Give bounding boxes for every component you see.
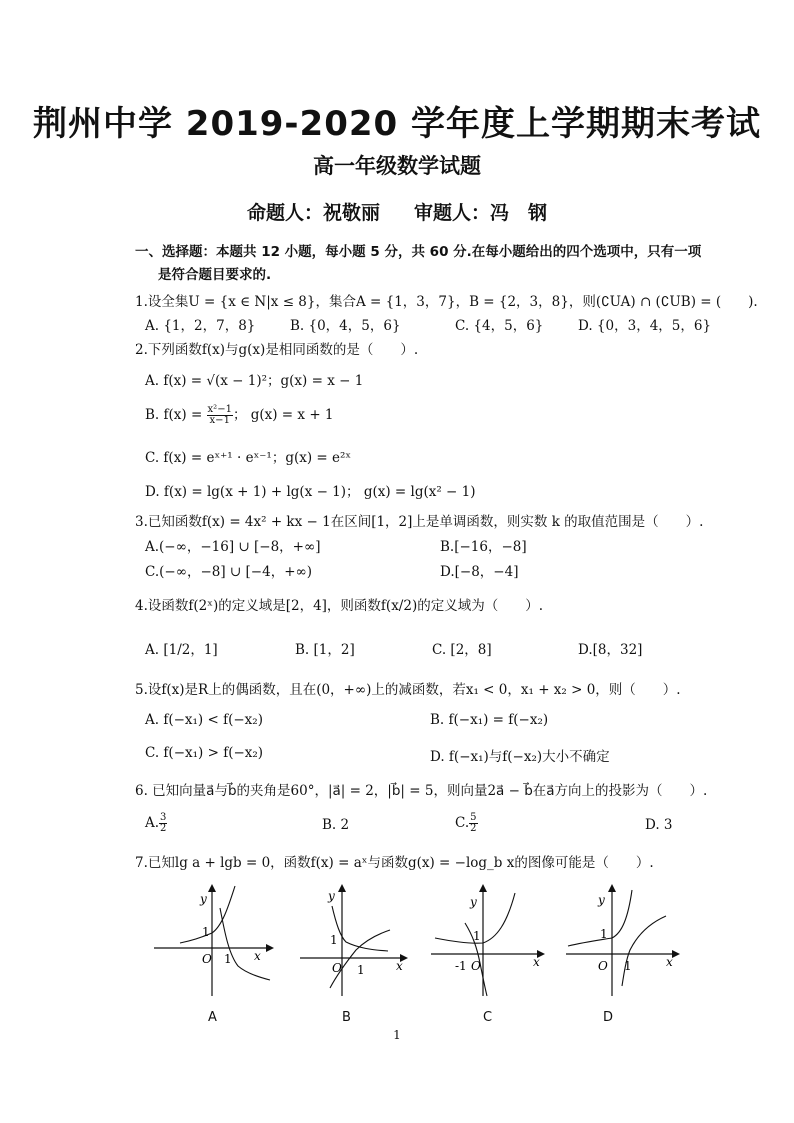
graph-b-origin: O (332, 961, 342, 975)
subtitle: 高一年级数学试题 (313, 154, 481, 178)
q1-option-a: A. {1，2，7，8} (145, 318, 256, 334)
graph-d-caption: D (603, 1010, 614, 1025)
q6-option-a-fraction (159, 813, 167, 834)
q2-option-d: D. f(x) = lg(x + 1) + lg(x − 1)； g(x) = lg(x² − 1) (145, 484, 476, 500)
q5-option-a: A. f(−x₁) < f(−x₂) (145, 712, 263, 728)
graph-c-y-arrow (479, 884, 487, 892)
author-line (0, 198, 794, 225)
q6-option-c (455, 813, 478, 834)
graph-d-one-x: 1 (624, 959, 632, 973)
graph-c-y-label: y (470, 895, 477, 909)
q6-option-c-fraction (469, 813, 477, 834)
q2-option-a: A. f(x) = √(x − 1)²；g(x) = x − 1 (145, 373, 364, 389)
q6-option-a-pre: A. (145, 815, 160, 831)
graph-c-origin: O (471, 959, 481, 973)
q4-option-a: A. [1/2，1] (145, 642, 218, 658)
graph-b-caption: B (342, 1010, 351, 1025)
q5-option-d: D. f(−x₁)与f(−x₂)大小不确定 (430, 749, 610, 765)
q4-option-d: D.[8，32] (578, 642, 643, 658)
graph-b-exp-curve (332, 906, 388, 951)
q1-option-d: D. {0，3，4，5，6} (578, 318, 712, 334)
section-heading-line1: 一、选择题：本题共 12 小题，每小题 5 分，共 60 分.在每小题给出的四个选项中，只有一项 (135, 244, 702, 260)
graph-b-log-curve (330, 930, 390, 988)
graph-a-origin: O (202, 952, 212, 966)
q4-option-b: B. [1，2] (295, 642, 355, 658)
q2-option-b (145, 403, 334, 426)
q2-option-b-denominator: x−1 (209, 415, 230, 426)
question-2-stem: 2.下列函数f(x)与g(x)是相同函数的是（ ）. (135, 342, 419, 358)
q3-option-b: B.[−16，−8] (440, 539, 527, 555)
question-3-stem: 3.已知函数f(x) = 4x² + kx − 1在区间[1，2]上是单调函数，则实数 k 的取值范围是（ ）. (135, 514, 704, 530)
q1-option-c: C. {4，5，6} (455, 318, 544, 334)
q6-option-a (145, 813, 167, 834)
graph-b-y-arrow (338, 884, 346, 892)
graph-c-x-label: x (533, 955, 540, 969)
question-6-stem: 6. 已知向量a⃗与b⃗的夹角是60°，|a⃗| = 2，|b⃗| = 5，则向量2a⃗ − b⃗在a⃗方向上的投影为（ ）. (135, 783, 708, 799)
graph-c (425, 878, 555, 1003)
section-heading-line2: 是符合题目要求的. (158, 267, 272, 283)
q3-option-a: A.(−∞，−16] ∪ [−8，+∞] (145, 539, 321, 555)
graph-a-x-arrow (266, 944, 274, 952)
graph-b-x-label: x (396, 959, 403, 973)
page-number: 1 (393, 1028, 401, 1042)
question-1-stem: 1.设全集U = {x ∈ N|x ≤ 8}，集合A = {1，3，7}，B = {2，3，8}，则(∁UA) ∩ (∁UB) = ( ). (135, 294, 758, 310)
graph-d-x-arrow (672, 950, 680, 958)
q6-option-a-numerator: 3 (160, 812, 167, 823)
page-title: 荆州中学 2019-2020 学年度上学期期末考试 (32, 104, 762, 144)
graph-b-y-label: y (328, 889, 335, 903)
graph-c-neg-one-x: -1 (455, 959, 467, 973)
graph-b-one-x: 1 (357, 963, 365, 977)
graph-d-y-arrow (608, 884, 616, 892)
q6-option-c-numerator: 5 (470, 812, 477, 823)
q6-option-a-denominator: 2 (160, 823, 167, 834)
q2-option-b-pre: B. f(x) = (145, 407, 207, 423)
graph-b-one-y: 1 (330, 933, 338, 947)
graph-d (560, 878, 690, 1003)
author-label: 命题人：祝敬丽 (246, 202, 380, 224)
graph-a-one-x: 1 (224, 952, 232, 966)
graph-a (150, 878, 280, 1003)
graph-a-log-curve (220, 908, 270, 980)
graph-a-x-label: x (254, 949, 261, 963)
q2-option-c: C. f(x) = eˣ⁺¹ · eˣ⁻¹；g(x) = e²ˣ (145, 450, 352, 466)
q6-option-c-denominator: 2 (470, 823, 477, 834)
graph-c-caption: C (483, 1010, 493, 1025)
graph-b (290, 878, 420, 1003)
graph-a-caption: A (208, 1010, 217, 1025)
q6-option-d: D. 3 (645, 817, 673, 833)
graph-d-log-curve (622, 916, 666, 986)
graph-d-origin: O (598, 959, 608, 973)
graph-d-one-y: 1 (600, 927, 608, 941)
q3-option-c: C.(−∞，−8] ∪ [−4，+∞) (145, 564, 313, 580)
question-4-stem: 4.设函数f(2ˣ)的定义域是[2，4]，则函数f(x/2)的定义域为（ ）. (135, 598, 544, 614)
q3-option-d: D.[−8，−4] (440, 564, 519, 580)
graph-d-y-label: y (598, 893, 605, 907)
q6-option-b: B. 2 (322, 817, 350, 833)
q2-option-b-post: ； g(x) = x + 1 (232, 407, 334, 423)
graph-d-x-label: x (666, 955, 673, 969)
reviewer-label: 审题人：冯 钢 (414, 202, 548, 224)
q1-option-b: B. {0，4，5，6} (290, 318, 401, 334)
q4-option-c: C. [2，8] (432, 642, 492, 658)
graph-c-one-y: 1 (473, 929, 481, 943)
graph-a-y-label: y (200, 892, 207, 906)
q2-option-b-numerator: x²−1 (207, 404, 232, 415)
graph-a-y-arrow (208, 884, 216, 892)
q5-option-c: C. f(−x₁) > f(−x₂) (145, 745, 264, 761)
question-5-stem: 5.设f(x)是R上的偶函数，且在(0，+∞)上的减函数，若x₁ < 0，x₁ + x₂ > 0，则（ ）. (135, 682, 681, 698)
q2-option-b-fraction (207, 405, 233, 426)
graph-a-one-y: 1 (202, 925, 210, 939)
q5-option-b: B. f(−x₁) = f(−x₂) (430, 712, 549, 728)
q6-option-c-pre: C. (455, 815, 470, 831)
question-7-stem: 7.已知lg a + lgb = 0，函数f(x) = aˣ与函数g(x) = −log_b x的图像可能是（ ）. (135, 855, 654, 871)
